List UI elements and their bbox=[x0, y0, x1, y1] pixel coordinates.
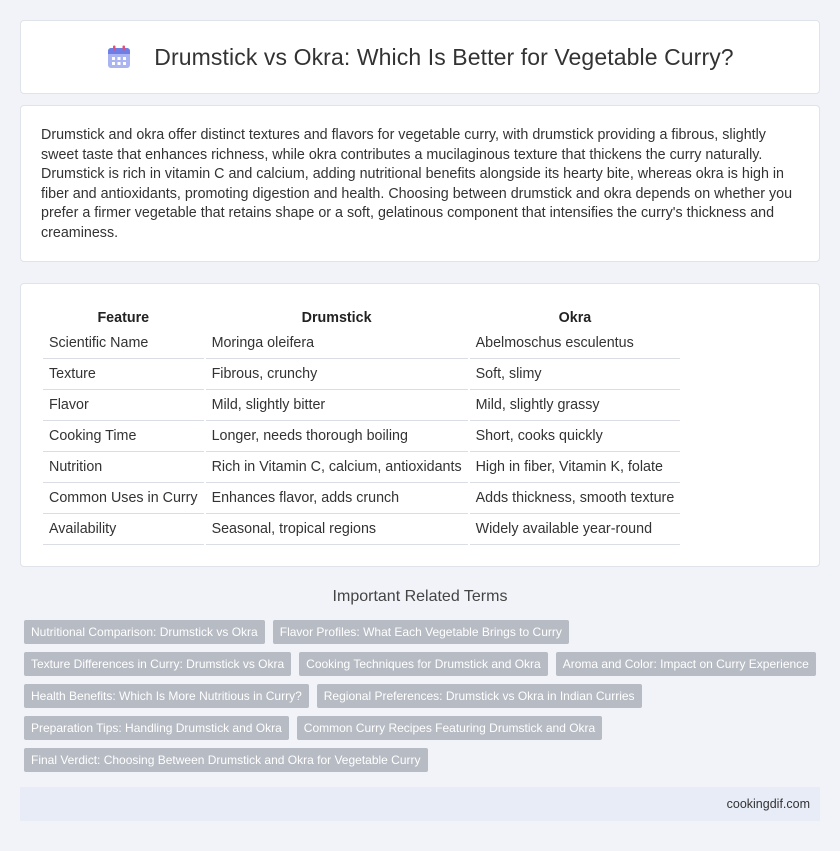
related-term-tag[interactable]: Aroma and Color: Impact on Curry Experience bbox=[556, 652, 816, 676]
related-term-tag[interactable]: Preparation Tips: Handling Drumstick and Okra bbox=[24, 716, 289, 740]
header-feature: Feature bbox=[97, 310, 150, 326]
table-cell: Seasonal, tropical regions bbox=[206, 516, 468, 545]
tag-row bbox=[24, 716, 824, 740]
table-header-row bbox=[43, 306, 680, 328]
table-cell: High in fiber, Vitamin K, folate bbox=[470, 454, 681, 483]
tag-row bbox=[24, 620, 824, 644]
table-cell: Mild, slightly grassy bbox=[470, 392, 681, 421]
table-cell: Texture bbox=[43, 361, 204, 390]
comparison-table bbox=[41, 304, 682, 547]
tag-row bbox=[24, 748, 824, 772]
related-term-tag[interactable]: Nutritional Comparison: Drumstick vs Okra bbox=[24, 620, 265, 644]
intro-card bbox=[20, 105, 820, 262]
table-cell: Availability bbox=[43, 516, 204, 545]
table-cell: Abelmoschus esculentus bbox=[470, 330, 681, 359]
calendar-icon bbox=[106, 44, 132, 70]
table-cell: Enhances flavor, adds crunch bbox=[206, 485, 468, 514]
table-cell: Widely available year-round bbox=[470, 516, 681, 545]
footer-site-link[interactable]: cookingdif.com bbox=[726, 797, 810, 811]
related-term-tag[interactable]: Final Verdict: Choosing Between Drumstick and Okra for Vegetable Curry bbox=[24, 748, 428, 772]
tag-row bbox=[24, 652, 824, 676]
related-term-tag[interactable]: Regional Preferences: Drumstick vs Okra in Indian Curries bbox=[317, 684, 642, 708]
table-row bbox=[43, 423, 680, 452]
related-term-tag[interactable]: Flavor Profiles: What Each Vegetable Brings to Curry bbox=[273, 620, 569, 644]
table-row bbox=[43, 361, 680, 390]
table-cell: Cooking Time bbox=[43, 423, 204, 452]
table-cell: Moringa oleifera bbox=[206, 330, 468, 359]
intro-text: Drumstick and okra offer distinct textures and flavors for vegetable curry, with drumstick providing a fibrous, slightly sweet taste that enhances richness, while okra contributes a mucilaginous texture that thickens the curry naturally. Drumstick is rich in vitamin C and calcium, adding nutritional benefits alongside its hearty bite, whereas okra is high in fiber and antioxidants, promoting digestion and health. Choosing between drumstick and okra depends on whether you prefer a firmer vegetable that retains shape or a soft, gelatinous component that intensifies the curry's thickness and creaminess. bbox=[41, 127, 793, 241]
related-terms-title: Important Related Terms bbox=[332, 588, 508, 605]
page-title: Drumstick vs Okra: Which Is Better for Vegetable Curry? bbox=[154, 43, 734, 70]
table-cell: Soft, slimy bbox=[470, 361, 681, 390]
table-row bbox=[43, 485, 680, 514]
table-cell: Scientific Name bbox=[43, 330, 204, 359]
table-cell: Fibrous, crunchy bbox=[206, 361, 468, 390]
table-row bbox=[43, 516, 680, 545]
table-row bbox=[43, 330, 680, 359]
table-cell: Adds thickness, smooth texture bbox=[470, 485, 681, 514]
table-cell: Mild, slightly bitter bbox=[206, 392, 468, 421]
table-cell: Rich in Vitamin C, calcium, antioxidants bbox=[206, 454, 468, 483]
table-cell: Longer, needs thorough boiling bbox=[206, 423, 468, 452]
footer bbox=[20, 787, 820, 821]
related-term-tag[interactable]: Texture Differences in Curry: Drumstick vs Okra bbox=[24, 652, 291, 676]
table-cell: Short, cooks quickly bbox=[470, 423, 681, 452]
table-cell: Nutrition bbox=[43, 454, 204, 483]
header-card bbox=[20, 20, 820, 94]
related-terms-list bbox=[24, 620, 824, 780]
related-term-tag[interactable]: Health Benefits: Which Is More Nutritious in Curry? bbox=[24, 684, 309, 708]
table-cell: Common Uses in Curry bbox=[43, 485, 204, 514]
table-cell: Flavor bbox=[43, 392, 204, 421]
comparison-table-card bbox=[20, 283, 820, 567]
table-row bbox=[43, 392, 680, 421]
tag-row bbox=[24, 684, 824, 708]
header-okra: Okra bbox=[558, 310, 592, 326]
table-row bbox=[43, 454, 680, 483]
related-term-tag[interactable]: Common Curry Recipes Featuring Drumstick and Okra bbox=[297, 716, 602, 740]
related-term-tag[interactable]: Cooking Techniques for Drumstick and Okra bbox=[299, 652, 548, 676]
header-drumstick: Drumstick bbox=[301, 310, 372, 326]
